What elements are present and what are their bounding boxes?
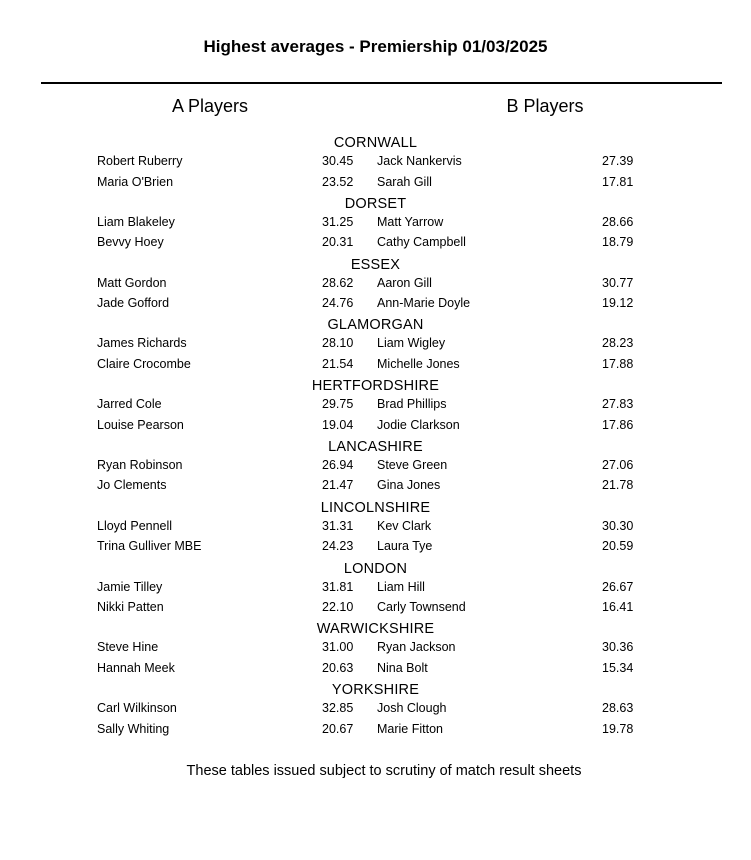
a-player-average: 22.10	[322, 600, 354, 615]
a-player-name: Carl Wilkinson	[97, 701, 177, 716]
a-player-average: 31.81	[322, 579, 354, 594]
county-group	[0, 437, 751, 498]
county-group	[0, 194, 751, 255]
a-player-average: 24.23	[322, 539, 354, 554]
table-row	[0, 273, 751, 293]
a-player-average: 28.10	[322, 336, 354, 351]
b-player-average: 28.66	[602, 214, 634, 229]
county-heading: HERTFORDSHIRE	[311, 378, 440, 395]
table-row	[0, 151, 751, 171]
county-group	[0, 498, 751, 559]
county-group	[0, 255, 751, 316]
table-row	[0, 637, 751, 657]
a-player-name: Jarred Cole	[97, 397, 162, 412]
b-player-name: Sarah Gill	[377, 174, 432, 189]
b-player-average: 20.59	[602, 539, 634, 554]
b-players-heading: B Players	[506, 96, 584, 116]
b-player-average: 30.30	[602, 518, 634, 533]
b-player-name: Nina Bolt	[377, 660, 428, 675]
a-player-name: Jamie Tilley	[97, 579, 163, 594]
a-players-heading: A Players	[171, 96, 249, 116]
b-player-name: Josh Clough	[377, 701, 447, 716]
table-row	[0, 415, 751, 435]
b-player-average: 28.63	[602, 701, 634, 716]
a-player-average: 20.31	[322, 235, 354, 250]
b-player-average: 19.12	[602, 296, 634, 311]
a-player-name: Ryan Robinson	[97, 457, 183, 472]
a-player-average: 31.31	[322, 518, 354, 533]
table-row	[0, 172, 751, 192]
a-player-name: Hannah Meek	[97, 660, 175, 675]
table-row	[0, 232, 751, 252]
table-row	[0, 536, 751, 556]
b-player-average: 26.67	[602, 579, 634, 594]
county-heading: YORKSHIRE	[331, 682, 420, 699]
a-player-average: 20.63	[322, 660, 354, 675]
a-player-average: 24.76	[322, 296, 354, 311]
b-player-name: Marie Fitton	[377, 721, 443, 736]
county-group	[0, 315, 751, 376]
table-row	[0, 516, 751, 536]
b-player-name: Aaron Gill	[377, 275, 432, 290]
b-player-name: Jodie Clarkson	[377, 417, 460, 432]
b-player-average: 27.39	[602, 154, 634, 168]
table-row	[0, 354, 751, 374]
b-player-average: 18.79	[602, 235, 634, 250]
table-row	[0, 577, 751, 597]
county-group	[0, 376, 751, 437]
county-group	[0, 619, 751, 680]
a-player-name: Louise Pearson	[97, 417, 184, 432]
table-row	[0, 475, 751, 495]
a-player-average: 19.04	[322, 417, 354, 432]
b-player-name: Jack Nankervis	[377, 154, 462, 168]
a-player-average: 32.85	[322, 701, 354, 716]
b-player-name: Laura Tye	[377, 539, 433, 554]
a-player-average: 31.25	[322, 214, 354, 229]
a-player-average: 29.75	[322, 397, 354, 412]
b-player-name: Gina Jones	[377, 478, 441, 493]
a-player-name: Liam Blakeley	[97, 214, 175, 229]
a-player-name: Jade Gofford	[97, 296, 170, 311]
averages-table	[0, 133, 751, 741]
a-player-name: Maria O'Brien	[97, 174, 174, 189]
county-heading: LINCOLNSHIRE	[320, 499, 431, 516]
a-player-average: 23.52	[322, 174, 354, 189]
table-row	[0, 455, 751, 475]
a-player-name: Sally Whiting	[97, 721, 170, 736]
a-player-average: 28.62	[322, 275, 354, 290]
a-player-name: Lloyd Pennell	[97, 518, 173, 533]
a-player-name: Matt Gordon	[97, 275, 167, 290]
b-player-average: 17.81	[602, 174, 634, 189]
b-player-name: Michelle Jones	[377, 356, 460, 371]
table-row	[0, 597, 751, 617]
table-row	[0, 333, 751, 353]
b-player-average: 15.34	[602, 660, 634, 675]
county-group	[0, 559, 751, 620]
county-heading: LONDON	[343, 560, 408, 577]
page-title: Highest averages - Premiership 01/03/2025	[203, 37, 548, 56]
title-divider	[41, 82, 722, 84]
a-player-name: Robert Ruberry	[97, 154, 183, 168]
b-player-name: Cathy Campbell	[377, 235, 466, 250]
a-player-average: 21.47	[322, 478, 354, 493]
b-player-name: Steve Green	[377, 457, 448, 472]
a-player-name: James Richards	[97, 336, 187, 351]
table-row	[0, 394, 751, 414]
table-row	[0, 212, 751, 232]
b-player-name: Kev Clark	[377, 518, 432, 533]
a-player-average: 26.94	[322, 457, 354, 472]
b-player-name: Matt Yarrow	[377, 214, 444, 229]
a-player-average: 21.54	[322, 356, 354, 371]
table-row	[0, 698, 751, 718]
b-player-name: Liam Wigley	[377, 336, 446, 351]
b-player-average: 27.83	[602, 397, 634, 412]
a-player-average: 31.00	[322, 640, 354, 655]
table-row	[0, 719, 751, 739]
b-player-average: 28.23	[602, 336, 634, 351]
a-player-name: Bevvy Hoey	[97, 235, 164, 250]
county-heading: ESSEX	[350, 256, 401, 273]
b-player-average: 17.86	[602, 417, 634, 432]
b-player-average: 19.78	[602, 721, 634, 736]
county-heading: CORNWALL	[333, 135, 418, 151]
b-player-average: 30.36	[602, 640, 634, 655]
a-player-name: Steve Hine	[97, 640, 159, 655]
b-player-name: Brad Phillips	[377, 397, 447, 412]
table-row	[0, 658, 751, 678]
b-player-name: Ann-Marie Doyle	[377, 296, 471, 311]
b-player-average: 27.06	[602, 457, 634, 472]
county-heading: GLAMORGAN	[327, 317, 424, 334]
county-group	[0, 133, 751, 194]
county-heading: DORSET	[344, 195, 407, 212]
county-group	[0, 680, 751, 741]
county-heading: WARWICKSHIRE	[316, 621, 435, 638]
b-player-average: 30.77	[602, 275, 634, 290]
b-player-name: Carly Townsend	[377, 600, 466, 615]
b-player-name: Ryan Jackson	[377, 640, 456, 655]
county-heading: LANCASHIRE	[328, 438, 423, 455]
table-row	[0, 293, 751, 313]
a-player-name: Trina Gulliver MBE	[97, 539, 202, 554]
a-player-name: Jo Clements	[97, 478, 167, 493]
a-player-average: 20.67	[322, 721, 354, 736]
a-player-name: Claire Crocombe	[97, 356, 191, 371]
b-player-average: 17.88	[602, 356, 634, 371]
b-player-average: 16.41	[602, 600, 634, 615]
b-player-name: Liam Hill	[377, 579, 425, 594]
b-player-average: 21.78	[602, 478, 634, 493]
a-player-name: Nikki Patten	[97, 600, 164, 615]
footer-note: These tables issued subject to scrutiny of match result sheets	[186, 763, 582, 779]
a-player-average: 30.45	[322, 154, 354, 168]
